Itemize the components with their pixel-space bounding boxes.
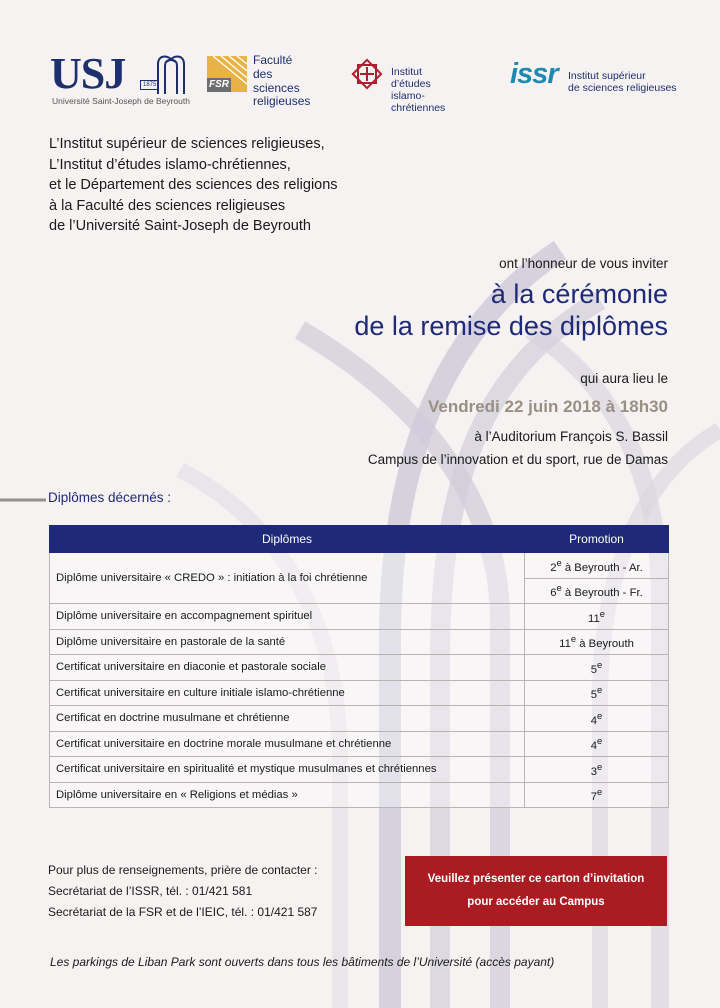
header-diplomes: Diplômes xyxy=(50,526,525,553)
ieic-emblem-icon xyxy=(349,56,385,92)
promotion-cell: 4e xyxy=(525,706,669,732)
fsr-line: Faculté xyxy=(253,53,293,67)
ieic-line: Institut d’études xyxy=(391,66,431,91)
ieic-line: islamo-chrétiennes xyxy=(391,90,446,115)
usj-year: 1875 xyxy=(140,80,159,90)
usj-logo xyxy=(50,49,190,106)
invite-line: ont l’honneur de vous inviter xyxy=(499,256,668,271)
diploma-name: Certificat universitaire en spiritualité et mystique musulmanes et chrétiennes xyxy=(50,757,525,783)
notice-line-1: Veuillez présenter ce carton d’invitation xyxy=(427,873,645,885)
fsr-line: des sciences xyxy=(253,66,300,95)
invitation-notice-box xyxy=(405,856,667,926)
diploma-name: Certificat universitaire en diaconie et pastorale sociale xyxy=(50,655,525,681)
diploma-name: Diplôme universitaire en pastorale de la santé xyxy=(50,629,525,655)
table-row xyxy=(50,629,669,655)
issr-line: Institut supérieur xyxy=(568,70,646,82)
issr-line: de sciences religieuses xyxy=(568,82,677,95)
diploma-name: Certificat universitaire en doctrine morale musulmane et chrétienne xyxy=(50,731,525,757)
institution-line: à la Faculté des sciences religieuses xyxy=(49,197,286,214)
table-row xyxy=(50,757,669,783)
venue-block xyxy=(368,425,668,471)
promotion-cell: 5e xyxy=(525,680,669,706)
parking-footer: Les parkings de Liban Park sont ouverts dans tous les bâtiments de l’Université (accès payant) xyxy=(50,955,555,969)
institution-line: et le Département des sciences des religions xyxy=(49,177,338,193)
table-header-row xyxy=(50,526,669,553)
promotion-cell: 2e à Beyrouth - Ar. xyxy=(525,553,669,579)
issr-text xyxy=(568,70,677,94)
promotion-cell: 4e xyxy=(525,731,669,757)
table-row xyxy=(50,604,669,630)
promotion-cell: 5e xyxy=(525,655,669,681)
headline xyxy=(354,278,668,342)
notice-line-2: pour accéder au Campus xyxy=(467,896,605,908)
contact-fsr-ieic: Secrétariat de la FSR et de l’IEIC, tél. : 01/421 587 xyxy=(48,905,318,919)
table-row xyxy=(50,553,669,579)
table-row xyxy=(50,782,669,808)
usj-wordmark: USJ xyxy=(50,49,126,98)
contact-block xyxy=(48,860,317,923)
promotion-cell: 6e à Beyrouth - Fr. xyxy=(525,578,669,604)
section-title: Diplômes décernés : xyxy=(48,490,172,505)
fsr-abbr: FSR xyxy=(209,79,229,90)
headline-line-2: de la remise des diplômes xyxy=(354,311,668,341)
ieic-text xyxy=(391,66,445,114)
fsr-line: religieuses xyxy=(253,94,311,109)
diploma-name: Certificat en doctrine musulmane et chrétienne xyxy=(50,706,525,732)
contact-intro: Pour plus de renseignements, prière de contacter : xyxy=(48,863,318,877)
header-promotion: Promotion xyxy=(525,526,669,553)
institutions-block xyxy=(49,134,338,237)
table-row xyxy=(50,655,669,681)
event-date: Vendredi 22 juin 2018 à 18h30 xyxy=(427,397,668,416)
contact-issr: Secrétariat de l’ISSR, tél. : 01/421 581 xyxy=(48,884,253,898)
headline-line-1: à la cérémonie xyxy=(490,279,668,309)
issr-wordmark: issr xyxy=(510,58,558,90)
promotion-cell: 7e xyxy=(525,782,669,808)
fsr-text xyxy=(253,54,310,109)
usj-subtitle: Université Saint-Joseph de Beyrouth xyxy=(52,96,190,106)
diploma-name: Diplôme universitaire en « Religions et médias » xyxy=(50,782,525,808)
table-row xyxy=(50,706,669,732)
lieu-line: qui aura lieu le xyxy=(580,371,668,386)
institution-line: de l’Université Saint-Joseph de Beyrouth xyxy=(49,218,311,234)
diploma-name: Diplôme universitaire en accompagnement spirituel xyxy=(50,604,525,630)
promotion-cell: 11e à Beyrouth xyxy=(525,629,669,655)
venue-campus: Campus de l’innovation et du sport, rue de Damas xyxy=(367,452,668,467)
diploma-name: Certificat universitaire en culture initiale islamo-chrétienne xyxy=(50,680,525,706)
promotion-cell: 3e xyxy=(525,757,669,783)
issr-logo xyxy=(510,58,677,95)
diplomas-table xyxy=(49,525,669,808)
venue-hall: à l’Auditorium François S. Bassil xyxy=(474,429,668,444)
promotion-cell: 11e xyxy=(525,604,669,630)
table-row xyxy=(50,680,669,706)
diploma-name: Diplôme universitaire « CREDO » : initiation à la foi chrétienne xyxy=(50,553,525,604)
institution-line: L’Institut supérieur de sciences religieuses, xyxy=(49,136,325,152)
table-row xyxy=(50,731,669,757)
institution-line: L’Institut d’études islamo-chrétiennes, xyxy=(49,156,291,173)
